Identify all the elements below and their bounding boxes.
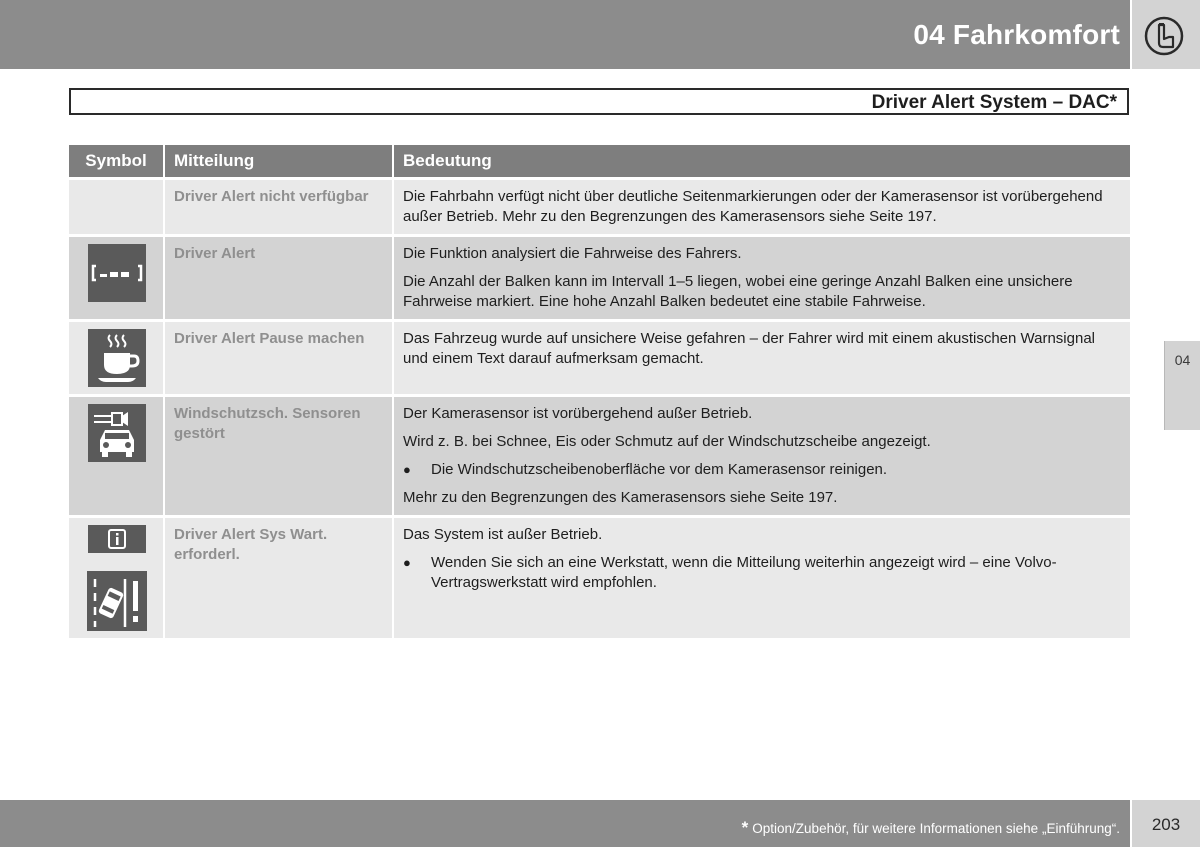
bullet-text: Die Windschutzscheibenoberfläche vor dem Kamerasensor reinigen. xyxy=(431,461,888,478)
meaning-paragraph: Mehr zu den Begrenzungen des Kamerasensors siehe Seite 197. xyxy=(403,489,838,506)
table-row xyxy=(69,515,1130,638)
symbol-cell xyxy=(69,319,165,394)
footnote-text: Option/Zubehör, für weitere Informationen siehe „Einführung“. xyxy=(752,821,1120,836)
chapter-side-tab[interactable] xyxy=(1164,341,1200,430)
section-title: Driver Alert System – DAC* xyxy=(871,92,1117,113)
symbol-cell xyxy=(69,394,165,515)
table-row xyxy=(69,177,1130,234)
column-header-symbol: Symbol xyxy=(69,145,165,177)
info-icon xyxy=(88,525,146,553)
meaning-paragraph: Die Funktion analysiert die Fahrweise des Fahrers. xyxy=(403,245,742,262)
meaning-paragraph: Das System ist außer Betrieb. xyxy=(403,526,603,543)
coffee-cup-icon xyxy=(88,329,146,387)
alert-bars-icon xyxy=(88,244,146,302)
bullet-text: Wenden Sie sich an eine Werkstatt, wenn die Mitteilung weiterhin angezeigt wird – eine Volvo-Vertragswerkstatt wird empfohlen. xyxy=(431,554,1057,591)
seat-icon xyxy=(1144,16,1184,56)
bullet-dot-icon: ● xyxy=(403,462,411,477)
column-header-message: Mitteilung xyxy=(165,145,394,177)
section-title-box xyxy=(69,88,1129,115)
meaning-paragraph: Wird z. B. bei Schnee, Eis oder Schmutz auf der Windschutzscheibe angezeigt. xyxy=(403,433,931,450)
table-row xyxy=(69,394,1130,515)
chapter-side-tab-label: 04 xyxy=(1174,352,1191,368)
bullet-dot-icon: ● xyxy=(403,555,411,570)
footnote xyxy=(742,818,1120,838)
message-table xyxy=(69,145,1130,638)
table-row xyxy=(69,319,1130,394)
symbol-cell xyxy=(69,515,165,638)
table-row xyxy=(69,234,1130,319)
meaning-paragraph: Das Fahrzeug wurde auf unsichere Weise gefahren – der Fahrer wird mit einem akustischen Warnsignal und einem Text darauf aufmerksam gemacht. xyxy=(403,330,1095,367)
footnote-star: * xyxy=(741,818,749,837)
table-header-row xyxy=(69,145,1130,177)
meaning-paragraph: Die Fahrbahn verfügt nicht über deutliche Seitenmarkierungen oder der Kamerasensor ist vorübergehend außer Betrieb. Mehr zu den Begrenzungen des Kamerasensors siehe Seite 197. xyxy=(403,188,1103,225)
message-text: Windschutzsch. Sensoren gestört xyxy=(165,394,394,515)
meaning-cell xyxy=(394,319,1130,394)
bullet-item xyxy=(403,460,1122,480)
meaning-cell xyxy=(394,394,1130,515)
meaning-cell xyxy=(394,177,1130,234)
meaning-cell xyxy=(394,234,1130,319)
message-text: Driver Alert xyxy=(165,234,394,319)
meaning-cell xyxy=(394,515,1130,638)
page-number-box xyxy=(1132,800,1200,847)
column-header-meaning: Bedeutung xyxy=(394,145,1130,177)
meaning-paragraph: Die Anzahl der Balken kann im Intervall 1–5 liegen, wobei eine geringe Anzahl Balken eine unsichere Fahrweise markiert. Eine hohe Anzahl Balken bedeutet eine stabile Fahrweise. xyxy=(403,273,1073,310)
camera-sensor-car-icon xyxy=(88,404,146,462)
message-text: Driver Alert nicht verfügbar xyxy=(165,177,394,234)
page-number: 203 xyxy=(1151,815,1181,834)
lane-departure-warning-icon xyxy=(87,571,147,631)
chapter-title: 04 Fahrkomfort xyxy=(913,19,1120,50)
symbol-cell-empty xyxy=(69,177,165,234)
meaning-paragraph: Der Kamerasensor ist vorübergehend außer Betrieb. xyxy=(403,405,753,422)
symbol-cell xyxy=(69,234,165,319)
message-text: Driver Alert Sys Wart. erforderl. xyxy=(165,515,394,638)
message-text: Driver Alert Pause machen xyxy=(165,319,394,394)
bullet-item xyxy=(403,553,1122,593)
